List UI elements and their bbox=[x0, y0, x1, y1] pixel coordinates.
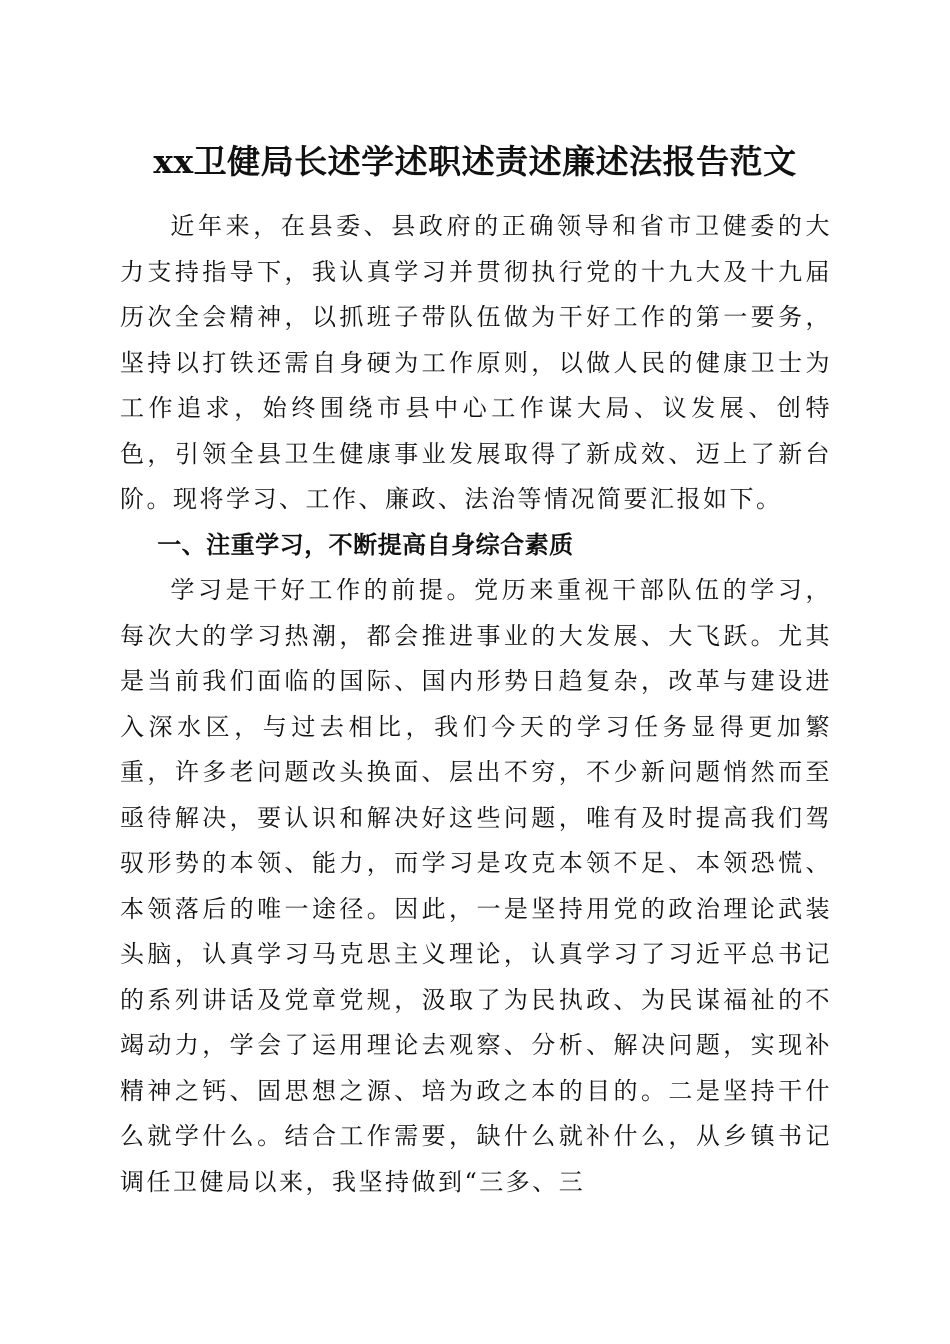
section-paragraph: 学习是干好工作的前提。党历来重视干部队伍的学习，每次大的学习热潮，都会推进事业的大发展、大飞跃。尤其是当前我们面临的国际、国内形势日趋复杂，改革与建设进入深水区，与过去相比，我们今天的学习任务显得更加繁重，许多老问题改头换面、层出不穷，不少新问题悄然而至亟待解决，要认识和解决好这些问题，唯有及时提高我们驾驭形势的本领、能力，而学习是攻克本领不足、本领恐慌、本领落后的唯一途径。因此，一是坚持用党的政治理论武装头脑，认真学习马克思主义理论，认真学习了习近平总书记的系列讲话及党章党规，汲取了为民执政、为民谋福祉的不竭动力，学会了运用理论去观察、分析、解决问题，实现补精神之钙、固思想之源、培为政之本的目的。二是坚持干什么就学什么。结合工作需要，缺什么就补什么，从乡镇书记调任卫健局以来，我坚持做到“三多、三 bbox=[120, 576, 832, 1196]
intro-paragraph: 近年来，在县委、县政府的正确领导和省市卫健委的大力支持指导下，我认真学习并贯彻执行党的十九大及十九届历次全会精神，以抓班子带队伍做为干好工作的第一要务，坚持以打铁还需自身硬为工作原则，以做人民的健康卫士为工作追求，始终围绕市县中心工作谋大局、议发展、创特色，引领全县卫生健康事业发展取得了新成效、迈上了新台阶。现将学习、工作、廉政、法治等情况简要汇报如下。 bbox=[120, 212, 832, 513]
document-title: xx卫健局长述学述职述责述廉述法报告范文 bbox=[153, 142, 797, 181]
document-body bbox=[120, 204, 832, 1205]
section-heading: 一、注重学习，不断提高自身综合素质 bbox=[157, 530, 574, 559]
